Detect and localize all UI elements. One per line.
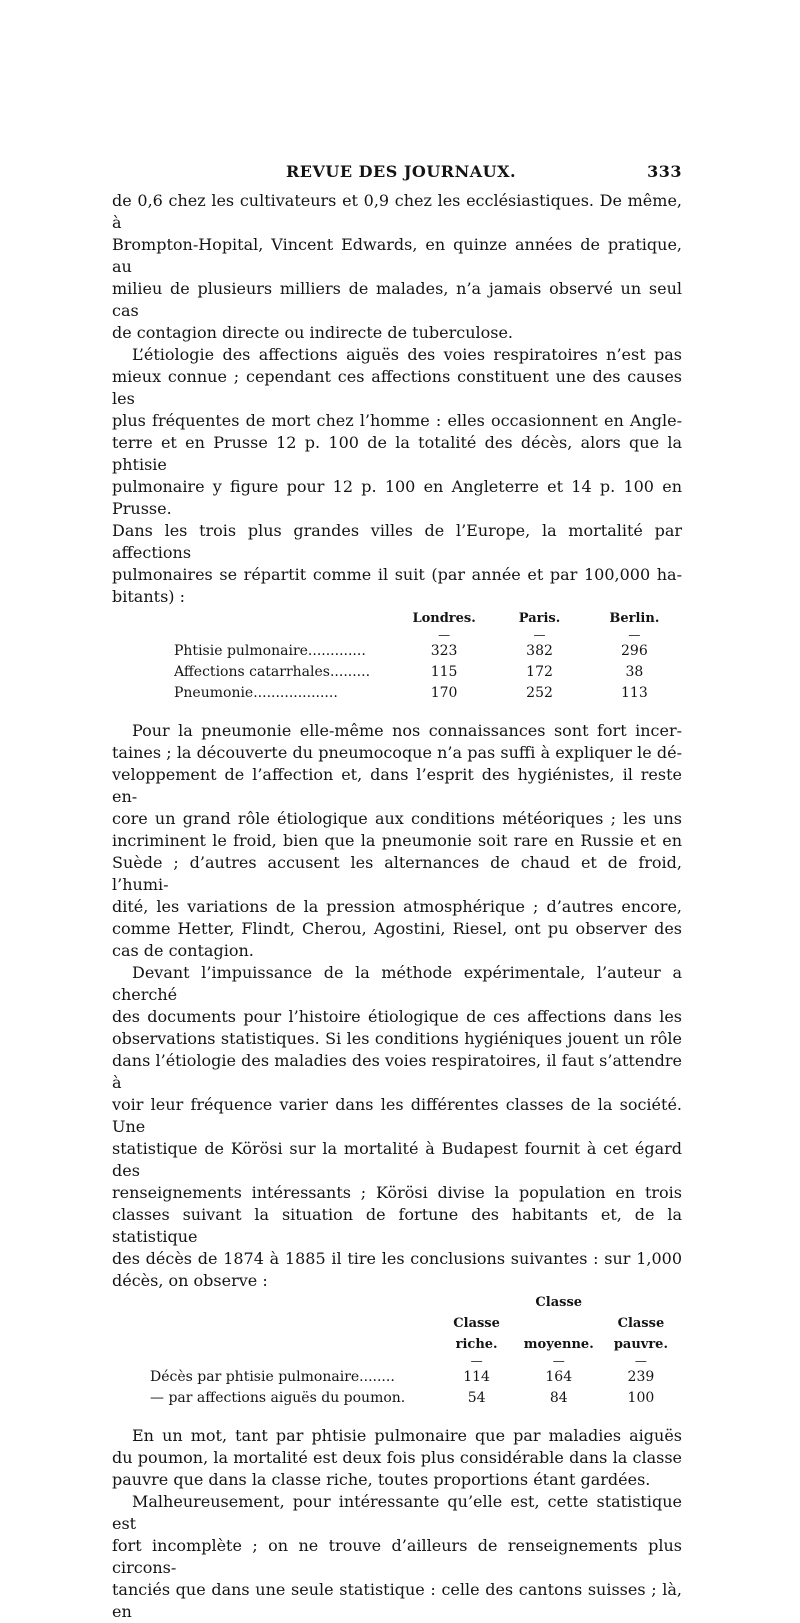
column-header: Londres. (412, 611, 476, 626)
row-label: Phtisie pulmonaire............. (174, 643, 366, 659)
text-line: Suède ; d’autres accusent les alternances de chaud et de froid, l’humi- (112, 853, 682, 894)
row-label: Décès par phtisie pulmonaire........ (150, 1369, 395, 1385)
table-row (174, 662, 682, 683)
text-line: de 0,6 chez les cultivateurs et 0,9 chez les ecclésiastiques. De même, à (112, 191, 682, 232)
text-line: taines ; la découverte du pneumocoque n’a pas suffi à expliquer le dé- (112, 743, 682, 762)
text-line: core un grand rôle étiologique aux conditions météoriques ; les uns (112, 809, 682, 828)
text-line: de contagion directe ou indirecte de tuberculose. (112, 323, 514, 342)
page-number: 333 (647, 162, 682, 181)
table-row (174, 683, 682, 704)
table-cell: 252 (526, 685, 553, 701)
dash-row (150, 1355, 682, 1367)
text-line: observations statistiques. Si les conditions hygiéniques jouent un rôle (112, 1029, 682, 1048)
table-cell: 323 (430, 643, 458, 659)
text-line: des documents pour l’histoire étiologique de ces affections dans les (112, 1007, 682, 1026)
page-body (112, 190, 682, 1623)
text-line: veloppement de l’affection et, dans l’esprit des hygiénistes, il reste en- (112, 765, 682, 806)
text-line: L’étiologie des affections aiguës des voies respiratoires n’est pas (132, 345, 682, 364)
column-header: Classe riche. (453, 1316, 500, 1352)
column-header: Berlin. (609, 611, 660, 626)
text-line: mieux connue ; cependant ces affections constituent une des causes les (112, 367, 682, 408)
table-cell: 84 (549, 1390, 568, 1406)
text-line: dans l’étiologie des maladies des voies respiratoires, il faut s’attendre à (112, 1051, 682, 1092)
table-cell: 170 (430, 685, 458, 701)
row-label: — par affections aiguës du poumon. (150, 1390, 406, 1406)
dash: — (533, 628, 546, 642)
text-line: Dans les trois plus grandes villes de l’Europe, la mortalité par affections (112, 521, 682, 562)
dash: — (552, 1354, 565, 1368)
table-cell: 382 (526, 643, 553, 659)
text-line: tanciés que dans une seule statistique : celle des cantons suisses ; là, en (112, 1580, 682, 1621)
text-line: classes suivant la situation de fortune des habitants et, de la statistique (112, 1205, 682, 1246)
mortality-table-classes (150, 1292, 682, 1409)
text-line: du poumon, la mortalité est deux fois plus considérable dans la classe (112, 1448, 682, 1467)
text-line: Pour la pneumonie elle-même nos connaissances sont fort incer- (132, 721, 682, 740)
dash: — (628, 628, 641, 642)
table-row (174, 641, 682, 662)
dash: — (470, 1354, 483, 1368)
table-cell: 164 (545, 1369, 573, 1385)
text-line: des décès de 1874 à 1885 il tire les conclusions suivantes : sur 1,000 (112, 1249, 682, 1268)
table-cell: 54 (467, 1390, 486, 1406)
mortality-table-cities (174, 608, 682, 704)
running-header (112, 162, 682, 184)
text-line: bitants) : (112, 587, 185, 606)
text-line: incriminent le froid, bien que la pneumonie soit rare en Russie et en (112, 831, 682, 850)
text-line: fort incomplète ; on ne trouve d’ailleurs de renseignements plus circons- (112, 1536, 682, 1577)
table-cell: 115 (430, 664, 458, 680)
table-cell: 172 (526, 664, 553, 680)
text-line: pauvre que dans la classe riche, toutes proportions étant gardées. (112, 1470, 651, 1489)
column-header: Paris. (518, 611, 561, 626)
text-line: milieu de plusieurs milliers de malades, n’a jamais observé un seul cas (112, 279, 682, 320)
text-line: voir leur fréquence varier dans les différentes classes de la société. Une (112, 1095, 682, 1136)
text-line: décès, on observe : (112, 1271, 268, 1290)
row-label: Pneumonie................... (174, 685, 338, 701)
column-header: Classe pauvre. (613, 1316, 668, 1352)
row-label: Affections catarrhales......... (174, 664, 371, 680)
text-line: plus fréquentes de mort chez l’homme : elles occasionnent en Angle- (112, 411, 682, 430)
text-line: statistique de Körösi sur la mortalité à Budapest fournit à cet égard des (112, 1139, 682, 1180)
text-line: comme Hetter, Flindt, Cherou, Agostini, Riesel, ont pu observer des (112, 919, 682, 938)
paragraph-6 (112, 1491, 682, 1623)
table-cell: 38 (625, 664, 644, 680)
text-line: pulmonaire y figure pour 12 p. 100 en Angleterre et 14 p. 100 en Prusse. (112, 477, 682, 518)
header-title: REVUE DES JOURNAUX. (286, 162, 517, 181)
text-line: Brompton-Hopital, Vincent Edwards, en quinze années de pratique, au (112, 235, 682, 276)
table-cell: 296 (621, 643, 648, 659)
dash-row (174, 629, 682, 641)
paragraph-4 (112, 962, 682, 1292)
column-header-top: Classe (535, 1295, 583, 1310)
dash: — (634, 1354, 647, 1368)
table-cell: 113 (621, 685, 648, 701)
table-row (150, 1388, 682, 1409)
table-cell: 239 (627, 1369, 655, 1385)
table-cell: 114 (463, 1369, 490, 1385)
table-cell: 100 (627, 1390, 655, 1406)
table-header-row (150, 1313, 682, 1355)
table-header-row (150, 1292, 682, 1313)
paragraph-2 (112, 344, 682, 608)
text-line: dité, les variations de la pression atmosphérique ; d’autres encore, (112, 897, 682, 916)
text-line: terre et en Prusse 12 p. 100 de la totalité des décès, alors que la phtisie (112, 433, 682, 474)
text-line: pulmonaires se répartit comme il suit (par année et par 100,000 ha- (112, 565, 682, 584)
table-header-row (174, 608, 682, 629)
text-line: renseignements intéressants ; Körösi divise la population en trois (112, 1183, 682, 1202)
paragraph-3 (112, 720, 682, 962)
text-line: cas de contagion. (112, 941, 254, 960)
text-line: Malheureusement, pour intéressante qu’elle est, cette statistique est (112, 1492, 682, 1533)
text-line: En un mot, tant par phtisie pulmonaire que par maladies aiguës (132, 1426, 682, 1445)
table-row (150, 1367, 682, 1388)
paragraph-5 (112, 1425, 682, 1491)
dash: — (438, 628, 451, 642)
paragraph-1 (112, 190, 682, 344)
text-line: Devant l’impuissance de la méthode expérimentale, l’auteur a cherché (112, 963, 682, 1004)
column-header: moyenne. (523, 1337, 594, 1352)
